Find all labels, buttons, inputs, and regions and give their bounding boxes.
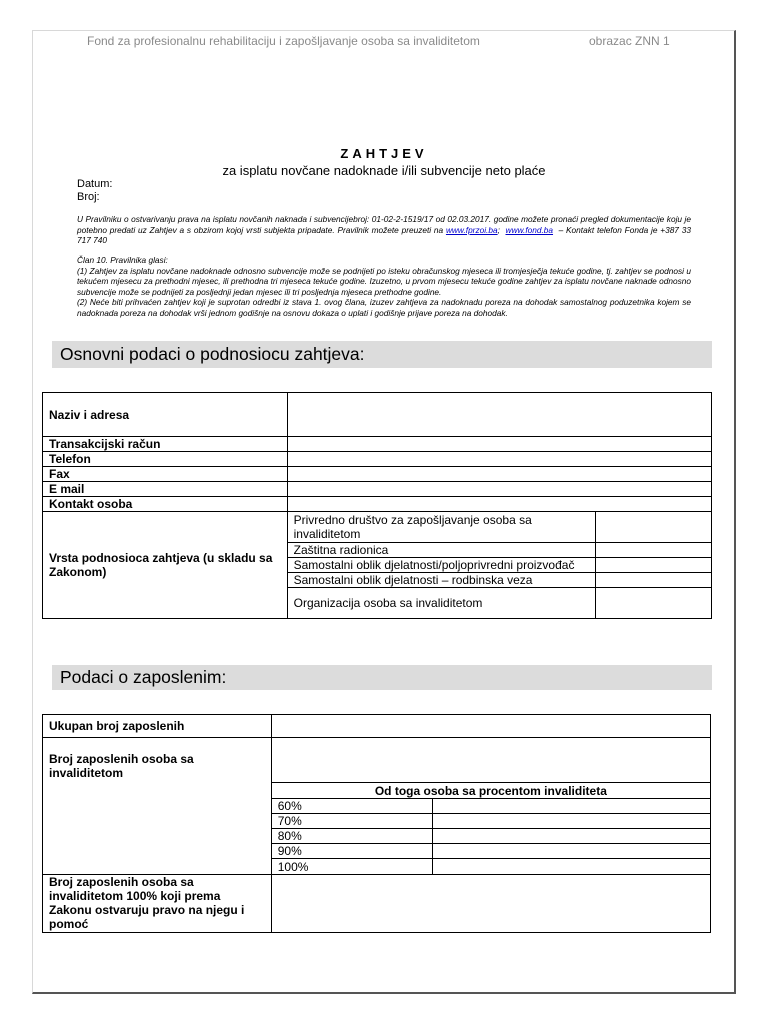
article-paragraph-2: (2) Neće biti prihvaćen zahtjev koji je suprotan odredbi iz stava 1. ovog člana, izuzev zahtjeva za nadoknadu poreza na dohodak samostalnog poduzetnika kojem se nadoknada poreza na dohodak vrši jednom godišnje na osnovu dokaza o uplati i godišnje prijave poreza na dohodak. [77, 297, 691, 318]
checkbox-family[interactable] [596, 573, 712, 588]
document-title: ZAHTJEV [340, 146, 428, 161]
input-phone[interactable] [287, 452, 711, 467]
input-contact[interactable] [287, 497, 711, 512]
input-care-employees[interactable] [271, 875, 710, 933]
intro-paragraph [77, 214, 691, 246]
article-paragraph-1: (1) Zahtjev za isplatu novčane nadoknade odnosno subvencije može se podnijeti po isteku obračunskog mjeseca ili tromjesječja tekuće godine, tj. zahtjev se podnosi u tekućem mjesecu za prethodni mjesec, ili prethodna tri mjeseca tekuće godine. Izuzetno, u prvom mjesecu tekuće godine zahtjev za isplatu novčane naknade odnosno subvencije može se podnijeti za posljednji jedan mjesec ili tri posljednja mjeseca prethodne godine. [77, 265, 691, 297]
percent-100: 100% [271, 859, 433, 875]
row-label-name-address: Naziv i adresa [43, 393, 288, 437]
datum-label: Datum: [77, 178, 113, 190]
option-company: Privredno društvo za zapošljavanje osoba sa invaliditetom [287, 512, 596, 543]
percent-header: Od toga osoba sa procentom invaliditeta [271, 783, 710, 799]
percent-60: 60% [271, 799, 433, 814]
section-applicant-header [52, 341, 712, 368]
option-workshop: Zaštitna radionica [287, 543, 596, 558]
row-label-phone: Telefon [43, 452, 288, 467]
input-total-employees[interactable] [271, 715, 710, 738]
percent-80: 80% [271, 829, 433, 844]
option-organization: Organizacija osoba sa invaliditetom [287, 588, 596, 619]
article-block [77, 255, 691, 319]
header-form-code: obrazac ZNN 1 [589, 34, 670, 48]
row-label-total-employees: Ukupan broj zaposlenih [43, 715, 272, 738]
broj-label: Broj: [77, 191, 100, 203]
header-organization: Fond za profesionalnu rehabilitaciju i zapošljavanje osoba sa invaliditetom [87, 34, 480, 48]
input-fax[interactable] [287, 467, 711, 482]
input-percent-80[interactable] [433, 829, 711, 844]
document-subtitle: za isplatu novčane nadoknade i/ili subvencije neto plaće [222, 163, 546, 178]
section-employees-title: Podaci o zaposlenim: [60, 667, 227, 687]
checkbox-company[interactable] [596, 512, 712, 543]
applicant-table [42, 392, 712, 619]
intro-text: U Pravilniku o ostvarivanju prava na isplatu novčanih naknada i subvencijebroj: 01-02-2-1519/17 od 02.03.2017. godine možete pronaći pregled dokumentacije koju je potebno predati uz Zahtjev a s obzirom kojoj vrsti subjekta pripadate. Pravilnik možete preuzeti na [77, 214, 691, 235]
input-percent-90[interactable] [433, 844, 711, 859]
section-employees-header [52, 665, 712, 690]
row-label-contact: Kontakt osoba [43, 497, 288, 512]
checkbox-organization[interactable] [596, 588, 712, 619]
input-name-address[interactable] [287, 393, 711, 437]
row-label-fax: Fax [43, 467, 288, 482]
input-percent-70[interactable] [433, 814, 711, 829]
row-label-disabled-employees: Broj zaposlenih osoba sa invaliditetom [43, 738, 272, 875]
row-label-care-employees: Broj zaposlenih osoba sa invaliditetom 100% koji prema Zakonu ostvaruju pravo na njegu i pomoć [43, 875, 272, 933]
input-disabled-employees[interactable] [271, 738, 710, 783]
input-account[interactable] [287, 437, 711, 452]
checkbox-workshop[interactable] [596, 543, 712, 558]
option-family: Samostalni oblik djelatnosti – rodbinska veza [287, 573, 596, 588]
link-separator: ; [497, 224, 500, 235]
input-percent-60[interactable] [433, 799, 711, 814]
input-email[interactable] [287, 482, 711, 497]
link-fprzoi[interactable]: www.fprzoi.ba [445, 224, 498, 235]
percent-90: 90% [271, 844, 433, 859]
link-fond[interactable]: www.fond.ba [505, 224, 554, 235]
option-self-employed: Samostalni oblik djelatnosti/poljoprivredni proizvođač [287, 558, 596, 573]
row-label-applicant-type: Vrsta podnosioca zahtjeva (u skladu sa Zakonom) [43, 512, 288, 619]
percent-70: 70% [271, 814, 433, 829]
article-heading: Član 10. Pravilnika glasi: [77, 255, 168, 265]
employees-table [42, 714, 711, 933]
row-label-email: E mail [43, 482, 288, 497]
intro-contact: – Kontakt telefon Fonda je +387 33 717 740 [77, 224, 691, 246]
section-applicant-title: Osnovni podaci o podnosiocu zahtjeva: [60, 344, 365, 364]
checkbox-self-employed[interactable] [596, 558, 712, 573]
row-label-account: Transakcijski račun [43, 437, 288, 452]
input-percent-100[interactable] [433, 859, 711, 875]
